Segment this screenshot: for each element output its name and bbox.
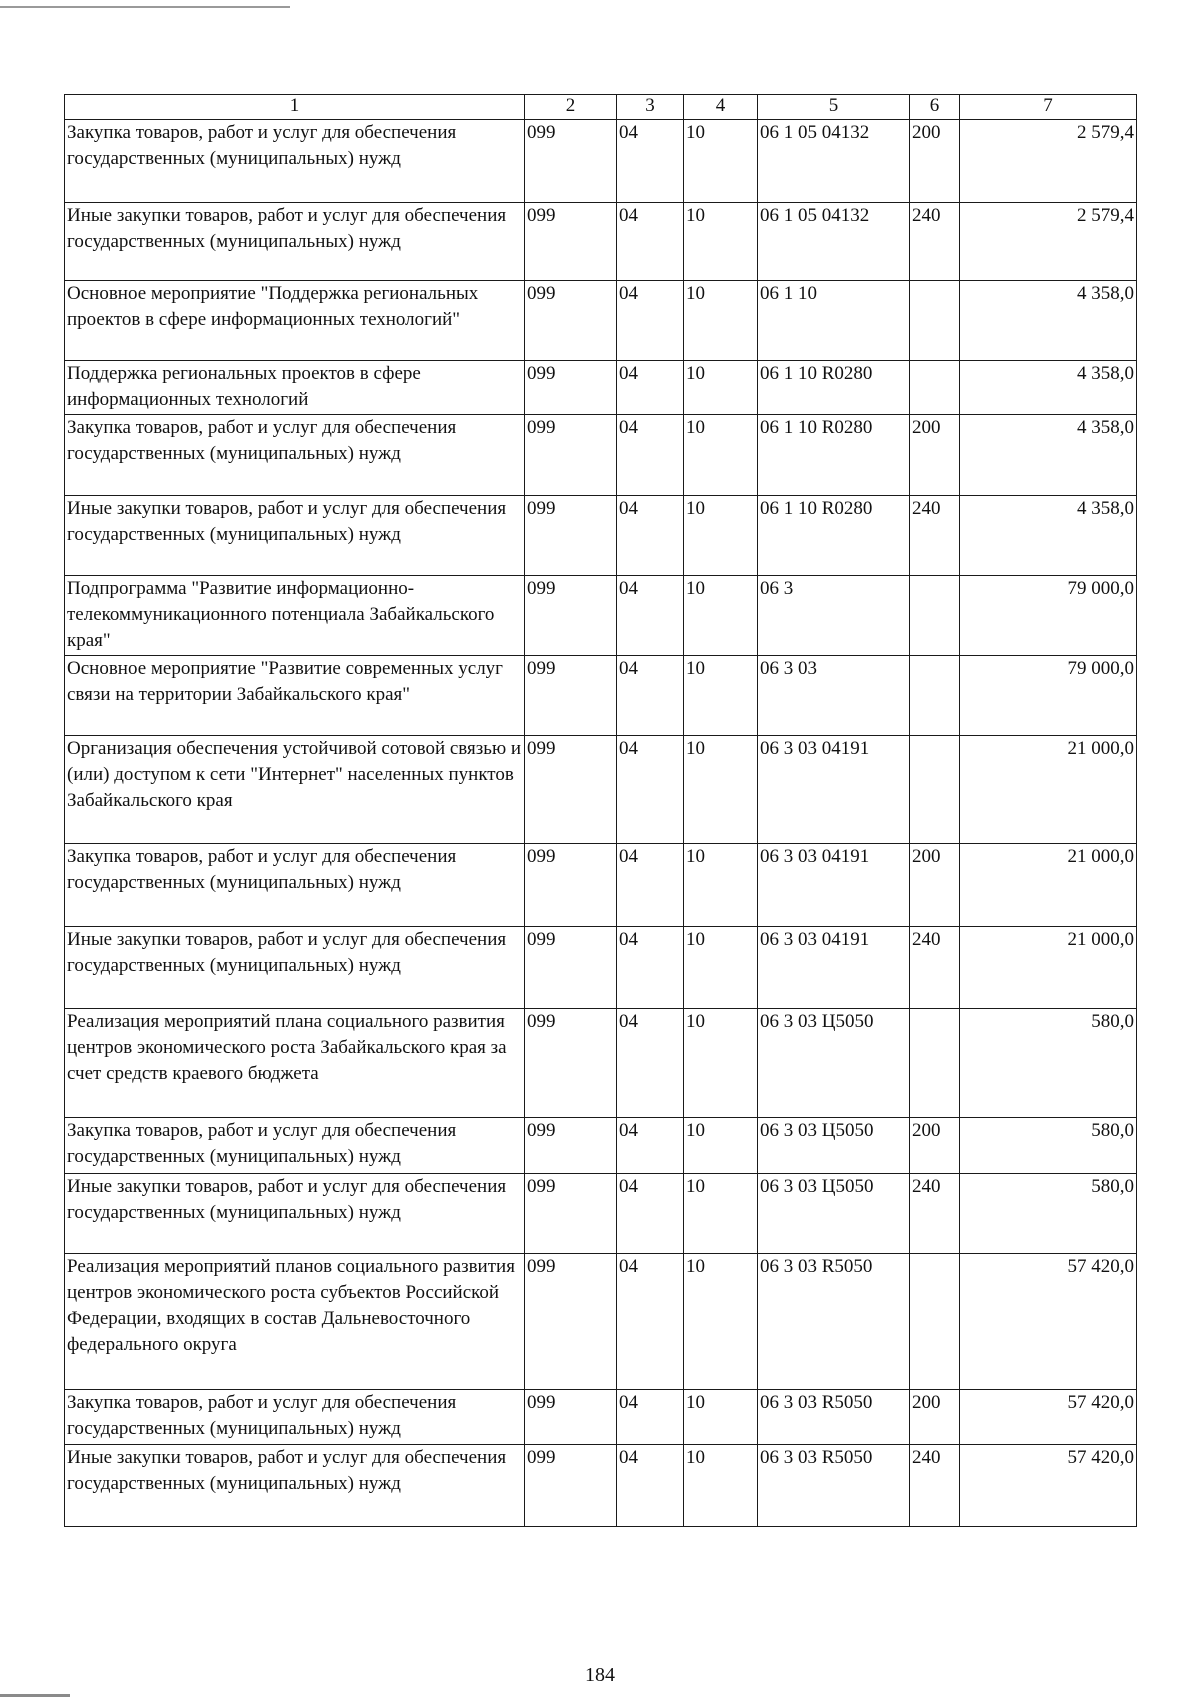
row-name: Основное мероприятие "Развитие современных услуг связи на территории Забайкальского края" (65, 656, 525, 736)
row-target-article: 06 3 (758, 576, 910, 656)
row-ministry-code: 099 (525, 576, 617, 656)
row-target-article: 06 1 10 (758, 281, 910, 361)
row-name: Иные закупки товаров, работ и услуг для обеспечения государственных (муниципальных) нужд (65, 203, 525, 281)
row-target-article: 06 3 03 R5050 (758, 1445, 910, 1527)
row-section-code: 04 (617, 1445, 684, 1527)
row-expense-type (910, 361, 960, 415)
row-target-article: 06 1 10 R0280 (758, 361, 910, 415)
column-header-1: 1 (65, 95, 525, 120)
table-row (65, 1009, 1137, 1118)
row-subsection-code: 10 (684, 361, 758, 415)
row-subsection-code: 10 (684, 1118, 758, 1174)
row-expense-type (910, 736, 960, 844)
row-ministry-code: 099 (525, 1174, 617, 1254)
row-target-article: 06 3 03 04191 (758, 927, 910, 1009)
row-amount: 4 358,0 (960, 415, 1137, 496)
row-section-code: 04 (617, 281, 684, 361)
row-target-article: 06 3 03 04191 (758, 844, 910, 927)
row-target-article: 06 3 03 Ц5050 (758, 1009, 910, 1118)
row-amount: 79 000,0 (960, 576, 1137, 656)
table-row (65, 656, 1137, 736)
row-subsection-code: 10 (684, 1174, 758, 1254)
row-section-code: 04 (617, 1174, 684, 1254)
table-row (65, 496, 1137, 576)
row-amount: 580,0 (960, 1009, 1137, 1118)
row-name: Закупка товаров, работ и услуг для обеспечения государственных (муниципальных) нужд (65, 844, 525, 927)
budget-table (64, 94, 1137, 1527)
row-ministry-code: 099 (525, 203, 617, 281)
row-ministry-code: 099 (525, 844, 617, 927)
row-target-article: 06 1 05 04132 (758, 120, 910, 203)
row-ministry-code: 099 (525, 656, 617, 736)
table-row (65, 1445, 1137, 1527)
row-subsection-code: 10 (684, 203, 758, 281)
row-amount: 57 420,0 (960, 1445, 1137, 1527)
row-amount: 21 000,0 (960, 844, 1137, 927)
scan-edge-line (0, 6, 290, 8)
row-target-article: 06 1 10 R0280 (758, 496, 910, 576)
row-expense-type (910, 1009, 960, 1118)
row-ministry-code: 099 (525, 1254, 617, 1390)
row-expense-type: 200 (910, 120, 960, 203)
row-target-article: 06 3 03 R5050 (758, 1390, 910, 1445)
row-target-article: 06 3 03 (758, 656, 910, 736)
row-name: Иные закупки товаров, работ и услуг для обеспечения государственных (муниципальных) нужд (65, 1445, 525, 1527)
row-section-code: 04 (617, 1009, 684, 1118)
row-section-code: 04 (617, 927, 684, 1009)
row-target-article: 06 3 03 Ц5050 (758, 1174, 910, 1254)
row-subsection-code: 10 (684, 736, 758, 844)
row-ministry-code: 099 (525, 415, 617, 496)
row-name: Закупка товаров, работ и услуг для обеспечения государственных (муниципальных) нужд (65, 1390, 525, 1445)
row-ministry-code: 099 (525, 1445, 617, 1527)
row-target-article: 06 1 10 R0280 (758, 415, 910, 496)
row-section-code: 04 (617, 496, 684, 576)
column-header-3: 3 (617, 95, 684, 120)
row-name: Иные закупки товаров, работ и услуг для обеспечения государственных (муниципальных) нужд (65, 927, 525, 1009)
row-ministry-code: 099 (525, 496, 617, 576)
row-ministry-code: 099 (525, 361, 617, 415)
row-amount: 580,0 (960, 1118, 1137, 1174)
row-target-article: 06 3 03 Ц5050 (758, 1118, 910, 1174)
row-subsection-code: 10 (684, 281, 758, 361)
row-amount: 2 579,4 (960, 120, 1137, 203)
row-ministry-code: 099 (525, 281, 617, 361)
table-row (65, 1118, 1137, 1174)
row-section-code: 04 (617, 361, 684, 415)
table-row (65, 1174, 1137, 1254)
row-subsection-code: 10 (684, 496, 758, 576)
row-amount: 4 358,0 (960, 361, 1137, 415)
table-row (65, 1390, 1137, 1445)
row-amount: 2 579,4 (960, 203, 1137, 281)
row-subsection-code: 10 (684, 1254, 758, 1390)
row-target-article: 06 1 05 04132 (758, 203, 910, 281)
row-expense-type (910, 1254, 960, 1390)
row-target-article: 06 3 03 R5050 (758, 1254, 910, 1390)
row-name: Реализация мероприятий планов социального развития центров экономического роста субъектов Российской Федерации, входящих в состав Дальневосточного федерального округа (65, 1254, 525, 1390)
table-row (65, 203, 1137, 281)
row-subsection-code: 10 (684, 1445, 758, 1527)
row-ministry-code: 099 (525, 736, 617, 844)
column-header-2: 2 (525, 95, 617, 120)
row-amount: 21 000,0 (960, 736, 1137, 844)
row-expense-type: 240 (910, 927, 960, 1009)
row-amount: 57 420,0 (960, 1390, 1137, 1445)
row-name: Закупка товаров, работ и услуг для обеспечения государственных (муниципальных) нужд (65, 1118, 525, 1174)
row-expense-type: 240 (910, 496, 960, 576)
row-subsection-code: 10 (684, 927, 758, 1009)
row-section-code: 04 (617, 736, 684, 844)
table-header-row (65, 95, 1137, 120)
row-name: Поддержка региональных проектов в сфере информационных технологий (65, 361, 525, 415)
row-target-article: 06 3 03 04191 (758, 736, 910, 844)
column-header-7: 7 (960, 95, 1137, 120)
row-subsection-code: 10 (684, 1009, 758, 1118)
row-expense-type (910, 281, 960, 361)
column-header-5: 5 (758, 95, 910, 120)
row-ministry-code: 099 (525, 1390, 617, 1445)
row-amount: 4 358,0 (960, 496, 1137, 576)
row-subsection-code: 10 (684, 656, 758, 736)
row-name: Основное мероприятие "Поддержка региональных проектов в сфере информационных технологий" (65, 281, 525, 361)
row-name: Закупка товаров, работ и услуг для обеспечения государственных (муниципальных) нужд (65, 120, 525, 203)
row-name: Организация обеспечения устойчивой сотовой связью и (или) доступом к сети "Интернет" населенных пунктов Забайкальского края (65, 736, 525, 844)
row-section-code: 04 (617, 656, 684, 736)
row-subsection-code: 10 (684, 415, 758, 496)
table-row (65, 281, 1137, 361)
row-expense-type: 200 (910, 415, 960, 496)
row-expense-type: 200 (910, 1390, 960, 1445)
row-subsection-code: 10 (684, 576, 758, 656)
row-ministry-code: 099 (525, 120, 617, 203)
table-row (65, 361, 1137, 415)
page-number: 184 (585, 1664, 615, 1686)
scan-edge-line (0, 1694, 70, 1697)
row-ministry-code: 099 (525, 1009, 617, 1118)
row-expense-type: 240 (910, 1445, 960, 1527)
row-section-code: 04 (617, 1254, 684, 1390)
row-section-code: 04 (617, 415, 684, 496)
table-row (65, 415, 1137, 496)
row-section-code: 04 (617, 844, 684, 927)
row-amount: 79 000,0 (960, 656, 1137, 736)
table-row (65, 844, 1137, 927)
row-name: Иные закупки товаров, работ и услуг для обеспечения государственных (муниципальных) нужд (65, 1174, 525, 1254)
row-name: Подпрограмма "Развитие информационно-телекоммуникационного потенциала Забайкальского края" (65, 576, 525, 656)
row-section-code: 04 (617, 1118, 684, 1174)
row-section-code: 04 (617, 120, 684, 203)
row-section-code: 04 (617, 576, 684, 656)
table-row (65, 927, 1137, 1009)
row-amount: 580,0 (960, 1174, 1137, 1254)
row-expense-type: 200 (910, 1118, 960, 1174)
table-row (65, 1254, 1137, 1390)
row-section-code: 04 (617, 203, 684, 281)
row-name: Закупка товаров, работ и услуг для обеспечения государственных (муниципальных) нужд (65, 415, 525, 496)
row-expense-type: 240 (910, 203, 960, 281)
row-amount: 4 358,0 (960, 281, 1137, 361)
row-amount: 21 000,0 (960, 927, 1137, 1009)
row-name: Реализация мероприятий плана социального развития центров экономического роста Забайкальского края за счет средств краевого бюджета (65, 1009, 525, 1118)
column-header-6: 6 (910, 95, 960, 120)
row-name: Иные закупки товаров, работ и услуг для обеспечения государственных (муниципальных) нужд (65, 496, 525, 576)
row-ministry-code: 099 (525, 927, 617, 1009)
row-expense-type (910, 656, 960, 736)
row-expense-type: 200 (910, 844, 960, 927)
row-expense-type (910, 576, 960, 656)
row-subsection-code: 10 (684, 120, 758, 203)
table-row (65, 576, 1137, 656)
row-amount: 57 420,0 (960, 1254, 1137, 1390)
row-section-code: 04 (617, 1390, 684, 1445)
row-subsection-code: 10 (684, 844, 758, 927)
table-row (65, 120, 1137, 203)
row-ministry-code: 099 (525, 1118, 617, 1174)
table-row (65, 736, 1137, 844)
row-subsection-code: 10 (684, 1390, 758, 1445)
row-expense-type: 240 (910, 1174, 960, 1254)
column-header-4: 4 (684, 95, 758, 120)
